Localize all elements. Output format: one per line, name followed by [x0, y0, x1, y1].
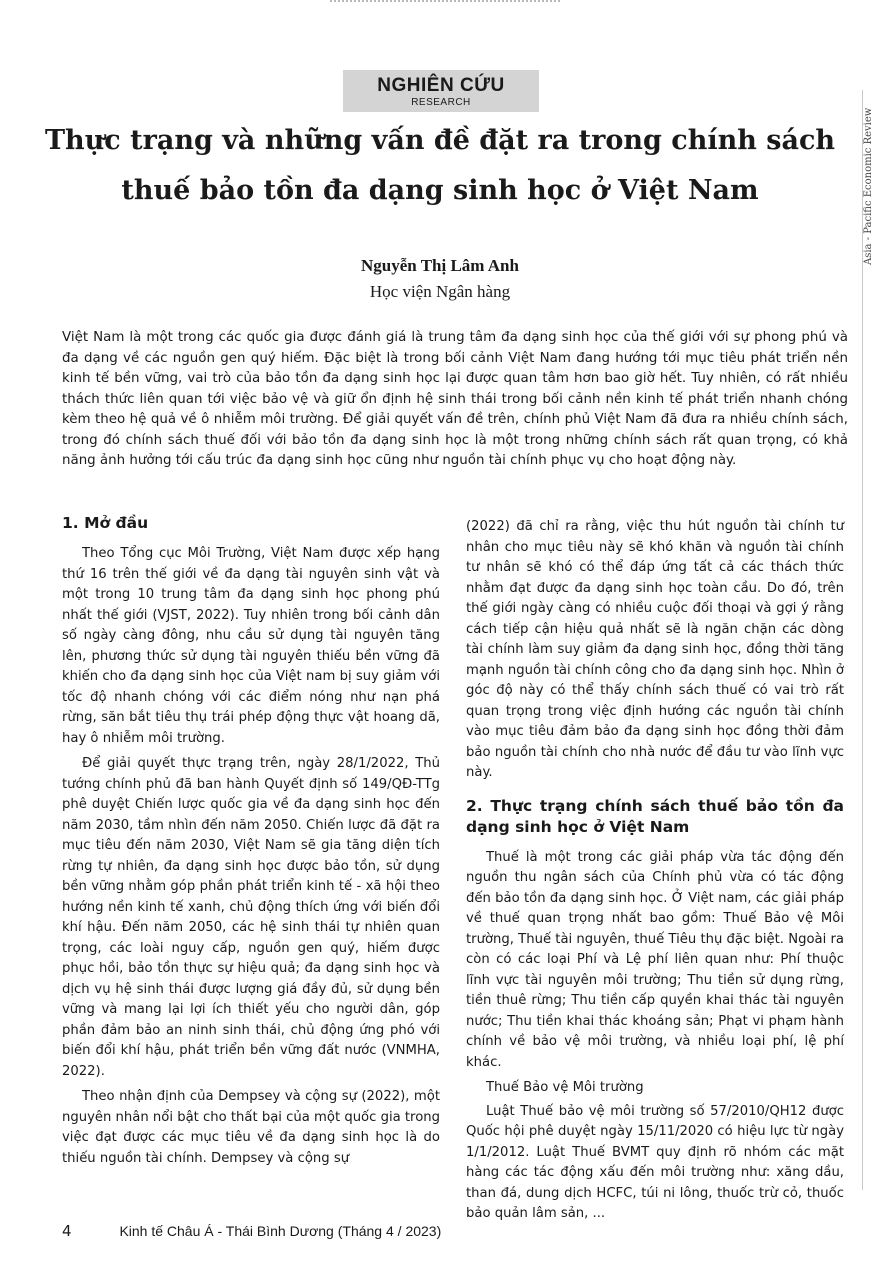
article-author: Nguyễn Thị Lâm Anh: [361, 256, 519, 275]
footer-journal: Kinh tế Châu Á - Thái Bình Dương (Tháng 4 / 2023): [119, 1223, 442, 1239]
section-label: NGHIÊN CỨU: [377, 75, 505, 96]
sidebar-journal-name: Asia - Pacific Economic Review: [863, 108, 874, 266]
section-heading-introduction: 1. Mở đầu: [62, 514, 149, 532]
section-heading-tax-policy: 2. Thực trạng chính sách thuế bảo tồn đa dạng sinh học ở Việt Nam: [466, 796, 844, 836]
article-title-line2: thuế bảo tồn đa dạng sinh học ở Việt Nam: [121, 175, 759, 206]
paragraph: (2022) đã chỉ ra rằng, việc thu hút nguồn tài chính tư nhân cho mục tiêu này sẽ khó khăn và nguồn tài chính tư nhân sẽ khó có thể đáp ứng tất cả các thách thức nhằm đạt được đa dạng sinh học toàn cầu. Do đó, trên thế giới ngày càng có nhiều cuộc đối thoại và gợi ý rằng cách tiếp cận hiệu quả nhất sẽ là ngăn chặn các dòng tài chính làm suy giảm đa dạng sinh học, đồng thời tăng mạnh nguồn tài chính công cho đa dạng sinh học. Nhìn ở góc độ này có thể thấy chính sách thuế có vai trò rất quan trọng trong việc định hướng các nguồn tài chính vào mục tiêu đảm bảo đa dạng sinh học đồng thời đảm bảo nguồn tài chính cho nhà nước để đầu tư vào lĩnh vực này.: [466, 519, 844, 780]
left-column: [62, 513, 440, 1174]
section-sublabel: RESEARCH: [411, 97, 471, 108]
paragraph: Theo nhận định của Dempsey và cộng sự (2022), một nguyên nhân nổi bật cho thất bại của một quốc gia trong việc đạt được các mục tiêu về đa dạng sinh học là do thiếu nguồn tài chính. Dempsey và cộng sự: [62, 1089, 440, 1166]
page-number: 4: [62, 1222, 72, 1240]
paragraph: Thuế là một trong các giải pháp vừa tác động đến nguồn thu ngân sách của Chính phủ vừa có tác động đến bảo tồn đa dạng sinh học. Ở Việt nam, các giải pháp về thuế quan trọng nhất bao gồm: Thuế Bảo vệ Môi trường, Thuế tài nguyên, thuế Tiêu thụ đặc biệt. Ngoài ra còn có các loại Phí và Lệ phí liên quan như: Phí thuộc lĩnh vực tài nguyên môi trường; Thu tiền sử dụng rừng, tiền thuê rừng; Thu tiền cấp quyền khai thác tài nguyên nước; Thu tiền khai thác khoáng sản; Phạt vi phạm hành chính về bảo vệ môi trường, và nhiều loại phí, lệ phí khác.: [466, 849, 844, 1070]
paragraph: Theo Tổng cục Môi Trường, Việt Nam được xếp hạng thứ 16 trên thế giới về đa dạng tài nguyên sinh vật và một trong 10 trung tâm đa dạng sinh học phong phú nhất thế giới (VJST, 2022). Tuy nhiên trong bối cảnh dân số ngày càng đông, nhu cầu sử dụng tài nguyên tăng lên, phương thức sử dụng tài nguyên thiếu bền vững đã khiến cho đa dạng sinh học của Việt nam bị suy giảm với tốc độ nhanh chóng với các điểm nóng như nạn phá rừng, săn bắt tiêu thụ trái phép động thực vật hoang dã, hay ô nhiễm môi trường.: [62, 546, 440, 746]
paragraph: Để giải quyết thực trạng trên, ngày 28/1/2022, Thủ tướng chính phủ đã ban hành Quyết định số 149/QĐ-TTg phê duyệt Chiến lược quốc gia về đa dạng sinh học đến năm 2030, tầm nhìn đến năm 2050. Chiến lược đã đặt ra mục tiêu đến năm 2030, Việt Nam sẽ gia tăng diện tích rừng tự nhiên, đa dạng sinh học được bảo tồn, sử dụng bền vững nhằm góp phần phát triển kinh tế - xã hội theo hướng nền kinh tế xanh, chủ động thích ứng với biến đổi khí hậu. Đến năm 2050, các hệ sinh thái tự nhiên quan trọng, các loài nguy cấp, nguồn gen quý, hiếm được phục hồi, bảo tồn thực sự hiệu quả; đa dạng sinh học và dịch vụ hệ sinh thái được lượng giá đầy đủ, sử dụng bền vững và mang lại lợi ích thiết yếu cho người dân, góp phần đảm bảo an ninh sinh thái, chủ động ứng phó với biến đổi khí hậu, phát triển bền vững đất nước (VNMHA, 2022).: [62, 756, 440, 1079]
article-affiliation: Học viện Ngân hàng: [369, 282, 511, 301]
article-title-line1: Thực trạng và những vấn đề đặt ra trong chính sách: [44, 125, 836, 156]
article-title: [40, 116, 840, 216]
article-abstract: Việt Nam là một trong các quốc gia được đánh giá là trung tâm đa dạng sinh học của thế giới với sự phong phú và đa dạng về các nguồn gen quý hiếm. Đặc biệt là trong bối cảnh Việt Nam đang hướng tới mục tiêu phát triển nền kinh tế bền vững, vai trò của bảo tồn đa dạng sinh học lại được quan tâm hơn bao giờ hết. Tuy nhiên, có rất nhiều thách thức liên quan tới việc bảo vệ và giữ ổn định hệ sinh thái trong bối cảnh nền kinh tế phát triển nhanh chóng kèm theo hệ quả về ô nhiễm môi trường. Để giải quyết vấn đề trên, chính phủ Việt Nam đã đưa ra nhiều chính sách, trong đó chính sách thuế đối với bảo tồn đa dạng sinh học là một trong những chính sách rất quan trọng, có khả năng ảnh hưởng tới cấu trúc đa dạng sinh học cũng như nguồn tài chính phục vụ cho hoạt động này.: [62, 330, 848, 468]
section-banner: [343, 70, 539, 112]
page-footer: [62, 1222, 762, 1240]
top-crop-marks: [330, 0, 560, 6]
paragraph: Luật Thuế bảo vệ môi trường số 57/2010/QH12 được Quốc hội phê duyệt ngày 15/11/2020 có hiệu lực từ ngày 1/1/2012. Luật Thuế BVMT quy định rõ nhóm các mặt hàng các tác động xấu đến môi trường như: xăng dầu, than đá, dung dịch HCFC, túi ni lông, thuốc trừ cỏ, thuốc bảo quản lâm sản, ...: [466, 1103, 844, 1221]
subheading-environment-tax: Thuế Bảo vệ Môi trường: [486, 1080, 644, 1095]
right-column: [466, 517, 844, 1230]
